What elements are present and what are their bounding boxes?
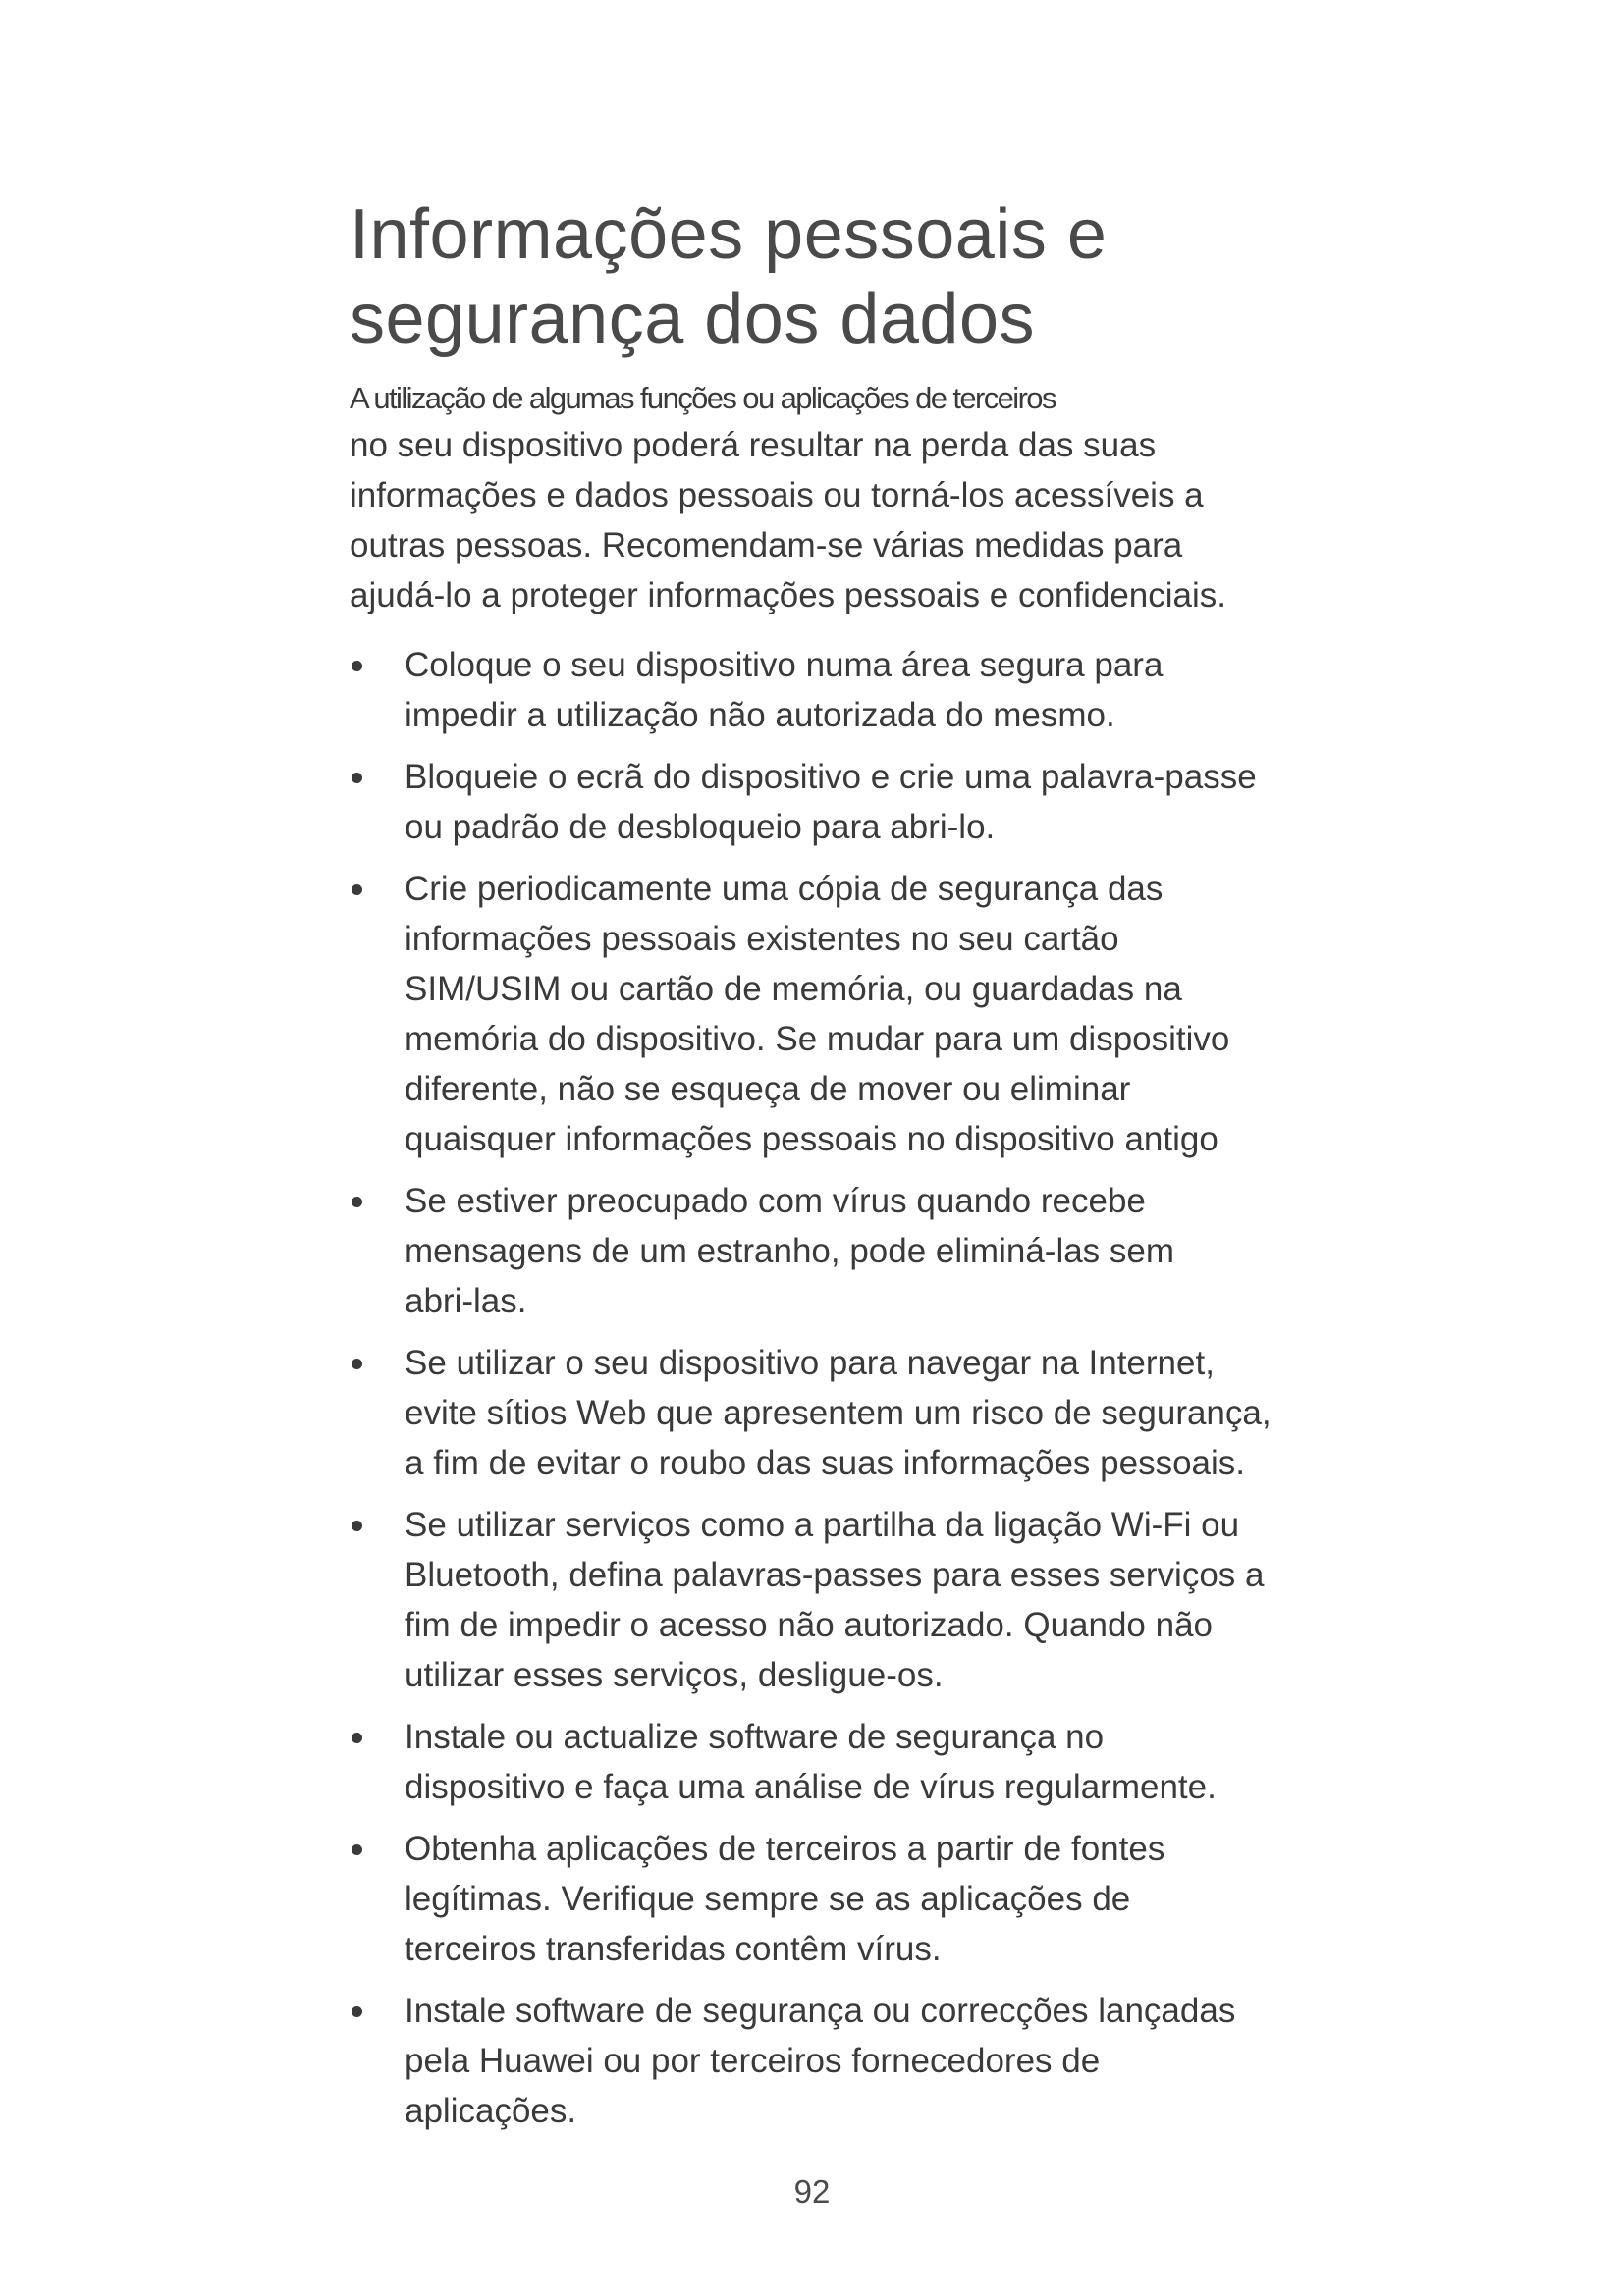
page-title [350,192,1322,361]
bullet-dot-icon [352,1733,362,1743]
bullet-line: mensagens de um estranho, pode eliminá-las sem [405,1232,1175,1270]
bullet-line: impedir a utilização não autorizada do mesmo. [405,696,1115,734]
page-number: 92 [793,2173,831,2210]
bullet-line: Se estiver preocupado com vírus quando recebe [405,1182,1146,1220]
intro-line: ajudá-lo a proteger informações pessoais e confidenciais. [350,576,1227,614]
bullet-line: ou padrão de desbloqueio para abri-lo. [405,808,996,846]
bullet-line: Bloqueie o ecrã do dispositivo e crie uma palavra-passe [405,758,1257,796]
bullet-line: Coloque o seu dispositivo numa área segura para [405,646,1164,684]
intro-paragraph [350,420,1322,620]
bullet-item [350,1176,1322,1326]
bullet-item [350,1500,1322,1700]
bullet-line: abri-las. [405,1282,527,1320]
bullet-line: fim de impedir o acesso não autorizado. Quando não [405,1606,1214,1644]
bullet-line: Crie periodicamente uma cópia de segurança das [405,870,1164,908]
bullet-line: Instale ou actualize software de segurança no [405,1718,1105,1756]
bullet-line: legítimas. Verifique sempre se as aplicações de [405,1880,1131,1918]
bullet-line: diferente, não se esqueça de mover ou eliminar [405,1070,1131,1108]
bullet-line: Se utilizar serviços como a partilha da ligação Wi-Fi ou [405,1506,1240,1544]
bullet-item [350,864,1322,1164]
intro-line: outras pessoas. Recomendam-se várias medidas para [350,526,1183,564]
bullet-line: evite sítios Web que apresentem um risco de segurança, [405,1394,1272,1432]
bullet-line: SIM/USIM ou cartão de memória, ou guardadas na [405,970,1182,1008]
bullet-dot-icon [352,884,362,895]
bullet-dot-icon [352,1359,362,1369]
bullet-line: aplicações. [405,2092,577,2130]
bullet-dot-icon [352,2006,362,2017]
bullet-line: Bluetooth, defina palavras-passes para esses serviços a [405,1556,1265,1594]
page-title-line-2: segurança dos dados [350,280,1035,358]
intro-line: no seu dispositivo poderá resultar na perda das suas [350,426,1157,464]
bullet-line: Obtenha aplicações de terceiros a partir de fontes [405,1830,1165,1868]
bullet-dot-icon [352,773,362,783]
bullet-line: terceiros transferidas contêm vírus. [405,1930,942,1968]
bullet-line: utilizar esses serviços, desligue-os. [405,1656,944,1694]
bullet-item [350,1824,1322,1974]
bullet-dot-icon [352,1521,362,1531]
bullet-line: Instale software de segurança ou correcções lançadas [405,1992,1236,2030]
page-content [350,192,1322,2148]
bullet-list [350,640,1322,2136]
bullet-item [350,640,1322,740]
bullet-line: a fim de evitar o roubo das suas informações pessoais. [405,1444,1245,1482]
bullet-item [350,1338,1322,1488]
bullet-item [350,1712,1322,1812]
bullet-dot-icon [352,1197,362,1207]
bullet-line: Se utilizar o seu dispositivo para navegar na Internet, [405,1344,1215,1382]
page-title-line-1: Informações pessoais e [350,195,1108,274]
bullet-dot-icon [352,1844,362,1855]
bullet-item [350,752,1322,852]
intro-lead: A utilização de algumas funções ou aplicações de terceiros [350,381,1056,415]
intro-line: informações e dados pessoais ou torná-los acessíveis a [350,476,1204,514]
bullet-line: dispositivo e faça uma análise de vírus regularmente. [405,1768,1217,1806]
bullet-line: informações pessoais existentes no seu cartão [405,920,1119,958]
bullet-line: memória do dispositivo. Se mudar para um dispositivo [405,1020,1230,1058]
bullet-line: quaisquer informações pessoais no dispositivo antigo [405,1120,1218,1158]
bullet-item [350,1986,1322,2136]
bullet-line: pela Huawei ou por terceiros fornecedores de [405,2042,1101,2080]
bullet-dot-icon [352,661,362,671]
